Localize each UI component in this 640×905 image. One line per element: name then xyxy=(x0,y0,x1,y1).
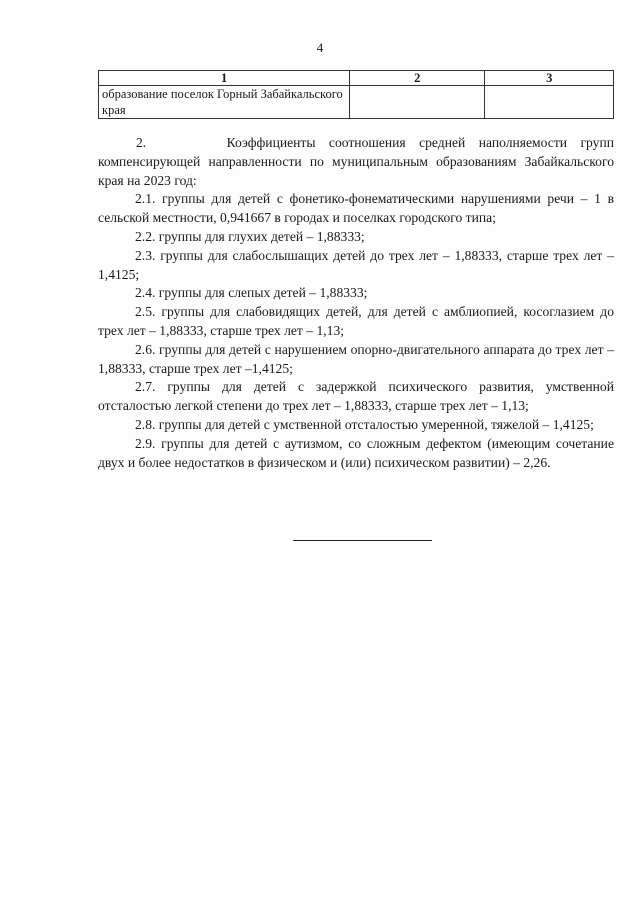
table-header-cell: 2 xyxy=(350,71,485,86)
closing-rule xyxy=(293,540,432,541)
table-header-row xyxy=(99,71,614,86)
table-header-cell: 1 xyxy=(99,71,350,86)
list-item: 2.4. группы для слепых детей – 1,88333; xyxy=(135,285,368,301)
list-item: 2.5. группы для слабовидящих детей, для детей с амблиопией, косоглазием до трех лет – 1,88333, старше трех лет – 1,13; xyxy=(98,304,614,338)
section-2-body xyxy=(98,134,614,472)
table-cell xyxy=(485,86,614,119)
list-item: 2.7. группы для детей с задержкой психического развития, умственной отсталостью легкой степени до трех лет – 1,88333, старше трех лет – 1,13; xyxy=(98,379,614,414)
list-item: 2.3. группы для слабослышащих детей до трех лет – 1,88333, старше трех лет – 1,4125; xyxy=(98,247,614,282)
page-number: 4 xyxy=(316,40,324,55)
table-cell xyxy=(350,86,485,119)
list-item: 2.6. группы для детей с нарушением опорно-двигательного аппарата до трех лет – 1,88333, старше трех лет –1,4125; xyxy=(98,341,614,376)
table-row xyxy=(99,86,614,119)
table-header-cell: 3 xyxy=(485,71,614,86)
list-item: 2.1. группы для детей с фонетико-фонематическими нарушениями речи – 1 в сельской местности, 0,941667 в городах и поселках городского типа; xyxy=(98,191,614,226)
list-item: 2.2. группы для глухих детей – 1,88333; xyxy=(135,228,365,244)
section-heading: 2. Коэффициенты соотношения средней наполняемости групп компенсирующей направленности по муниципальным образованиям Забайкальского края на 2023 год: xyxy=(98,135,614,188)
table-cell-municipality: образование поселок Горный Забайкальского края xyxy=(99,86,350,119)
list-item: 2.8. группы для детей с умственной отсталостью умеренной, тяжелой – 1,4125; xyxy=(135,416,594,432)
list-item: 2.9. группы для детей с аутизмом, со сложным дефектом (имеющим сочетание двух и более недостатков в физическом и (или) психическом развитии) – 2,26. xyxy=(98,435,614,470)
continuation-table xyxy=(98,70,614,119)
